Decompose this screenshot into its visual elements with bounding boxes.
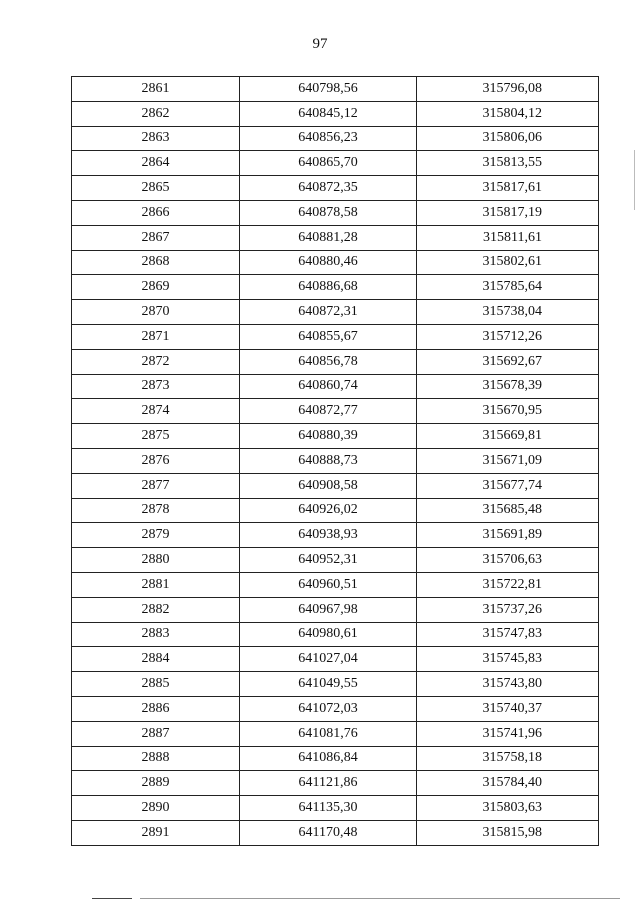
- y-coordinate-cell: 315678,39: [417, 374, 599, 399]
- x-coordinate-cell: 640888,73: [240, 448, 417, 473]
- x-coordinate-cell: 640872,77: [240, 399, 417, 424]
- point-number-cell: 2884: [72, 647, 240, 672]
- table-row: [72, 622, 599, 647]
- x-coordinate-cell: 641135,30: [240, 796, 417, 821]
- point-number-cell: 2875: [72, 424, 240, 449]
- point-number-cell: 2880: [72, 548, 240, 573]
- point-number-cell: 2867: [72, 225, 240, 250]
- point-number-cell: 2869: [72, 275, 240, 300]
- y-coordinate-cell: 315738,04: [417, 300, 599, 325]
- table-row: [72, 374, 599, 399]
- table-row: [72, 77, 599, 102]
- point-number-cell: 2861: [72, 77, 240, 102]
- x-coordinate-cell: 641086,84: [240, 746, 417, 771]
- y-coordinate-cell: 315670,95: [417, 399, 599, 424]
- point-number-cell: 2882: [72, 597, 240, 622]
- point-number-cell: 2879: [72, 523, 240, 548]
- table-row: [72, 572, 599, 597]
- x-coordinate-cell: 641049,55: [240, 672, 417, 697]
- x-coordinate-cell: 640845,12: [240, 101, 417, 126]
- x-coordinate-cell: 640798,56: [240, 77, 417, 102]
- table-row: [72, 250, 599, 275]
- table-row: [72, 225, 599, 250]
- y-coordinate-cell: 315685,48: [417, 498, 599, 523]
- x-coordinate-cell: 641027,04: [240, 647, 417, 672]
- table-row: [72, 176, 599, 201]
- y-coordinate-cell: 315815,98: [417, 820, 599, 845]
- table-row: [72, 424, 599, 449]
- point-number-cell: 2886: [72, 696, 240, 721]
- point-number-cell: 2888: [72, 746, 240, 771]
- table-row: [72, 796, 599, 821]
- x-coordinate-cell: 641081,76: [240, 721, 417, 746]
- x-coordinate-cell: 641072,03: [240, 696, 417, 721]
- y-coordinate-cell: 315671,09: [417, 448, 599, 473]
- y-coordinate-cell: 315758,18: [417, 746, 599, 771]
- y-coordinate-cell: 315737,26: [417, 597, 599, 622]
- point-number-cell: 2878: [72, 498, 240, 523]
- x-coordinate-cell: 640865,70: [240, 151, 417, 176]
- y-coordinate-cell: 315785,64: [417, 275, 599, 300]
- x-coordinate-cell: 640926,02: [240, 498, 417, 523]
- y-coordinate-cell: 315811,61: [417, 225, 599, 250]
- x-coordinate-cell: 640880,39: [240, 424, 417, 449]
- y-coordinate-cell: 315806,06: [417, 126, 599, 151]
- table-row: [72, 647, 599, 672]
- y-coordinate-cell: 315677,74: [417, 473, 599, 498]
- x-coordinate-cell: 640938,93: [240, 523, 417, 548]
- table-row: [72, 126, 599, 151]
- table-row: [72, 399, 599, 424]
- point-number-cell: 2862: [72, 101, 240, 126]
- x-coordinate-cell: 641170,48: [240, 820, 417, 845]
- y-coordinate-cell: 315741,96: [417, 721, 599, 746]
- y-coordinate-cell: 315796,08: [417, 77, 599, 102]
- y-coordinate-cell: 315691,89: [417, 523, 599, 548]
- table-row: [72, 597, 599, 622]
- y-coordinate-cell: 315817,19: [417, 200, 599, 225]
- table-row: [72, 820, 599, 845]
- y-coordinate-cell: 315817,61: [417, 176, 599, 201]
- point-number-cell: 2863: [72, 126, 240, 151]
- point-number-cell: 2889: [72, 771, 240, 796]
- table-row: [72, 746, 599, 771]
- y-coordinate-cell: 315802,61: [417, 250, 599, 275]
- table-row: [72, 448, 599, 473]
- x-coordinate-cell: 640960,51: [240, 572, 417, 597]
- x-coordinate-cell: 640855,67: [240, 324, 417, 349]
- x-coordinate-cell: 640886,68: [240, 275, 417, 300]
- point-number-cell: 2866: [72, 200, 240, 225]
- point-number-cell: 2874: [72, 399, 240, 424]
- y-coordinate-cell: 315692,67: [417, 349, 599, 374]
- y-coordinate-cell: 315784,40: [417, 771, 599, 796]
- point-number-cell: 2868: [72, 250, 240, 275]
- table-row: [72, 696, 599, 721]
- x-coordinate-cell: 640952,31: [240, 548, 417, 573]
- x-coordinate-cell: 640878,58: [240, 200, 417, 225]
- point-number-cell: 2887: [72, 721, 240, 746]
- table-row: [72, 548, 599, 573]
- point-number-cell: 2864: [72, 151, 240, 176]
- table-row: [72, 300, 599, 325]
- coordinates-table: [71, 76, 599, 846]
- x-coordinate-cell: 640967,98: [240, 597, 417, 622]
- table-row: [72, 771, 599, 796]
- y-coordinate-cell: 315706,63: [417, 548, 599, 573]
- y-coordinate-cell: 315747,83: [417, 622, 599, 647]
- x-coordinate-cell: 640980,61: [240, 622, 417, 647]
- y-coordinate-cell: 315745,83: [417, 647, 599, 672]
- scan-edge-mark: [634, 150, 635, 210]
- x-coordinate-cell: 640880,46: [240, 250, 417, 275]
- table-row: [72, 349, 599, 374]
- table-row: [72, 498, 599, 523]
- table-row: [72, 324, 599, 349]
- point-number-cell: 2870: [72, 300, 240, 325]
- point-number-cell: 2881: [72, 572, 240, 597]
- table-row: [72, 200, 599, 225]
- point-number-cell: 2890: [72, 796, 240, 821]
- table-row: [72, 672, 599, 697]
- y-coordinate-cell: 315803,63: [417, 796, 599, 821]
- y-coordinate-cell: 315669,81: [417, 424, 599, 449]
- table-row: [72, 275, 599, 300]
- footer-rule-short: [92, 898, 132, 899]
- table-row: [72, 523, 599, 548]
- y-coordinate-cell: 315813,55: [417, 151, 599, 176]
- y-coordinate-cell: 315743,80: [417, 672, 599, 697]
- x-coordinate-cell: 640860,74: [240, 374, 417, 399]
- point-number-cell: 2873: [72, 374, 240, 399]
- table-row: [72, 473, 599, 498]
- y-coordinate-cell: 315712,26: [417, 324, 599, 349]
- page-number: 97: [312, 36, 328, 52]
- point-number-cell: 2883: [72, 622, 240, 647]
- point-number-cell: 2872: [72, 349, 240, 374]
- y-coordinate-cell: 315804,12: [417, 101, 599, 126]
- x-coordinate-cell: 640856,23: [240, 126, 417, 151]
- point-number-cell: 2876: [72, 448, 240, 473]
- point-number-cell: 2871: [72, 324, 240, 349]
- table-row: [72, 101, 599, 126]
- y-coordinate-cell: 315740,37: [417, 696, 599, 721]
- table-row: [72, 721, 599, 746]
- point-number-cell: 2891: [72, 820, 240, 845]
- point-number-cell: 2877: [72, 473, 240, 498]
- point-number-cell: 2865: [72, 176, 240, 201]
- x-coordinate-cell: 640872,35: [240, 176, 417, 201]
- table-row: [72, 151, 599, 176]
- y-coordinate-cell: 315722,81: [417, 572, 599, 597]
- x-coordinate-cell: 640872,31: [240, 300, 417, 325]
- x-coordinate-cell: 640908,58: [240, 473, 417, 498]
- x-coordinate-cell: 641121,86: [240, 771, 417, 796]
- x-coordinate-cell: 640856,78: [240, 349, 417, 374]
- point-number-cell: 2885: [72, 672, 240, 697]
- coordinates-table-body: [72, 77, 599, 846]
- x-coordinate-cell: 640881,28: [240, 225, 417, 250]
- footer-rule-long: [140, 898, 620, 899]
